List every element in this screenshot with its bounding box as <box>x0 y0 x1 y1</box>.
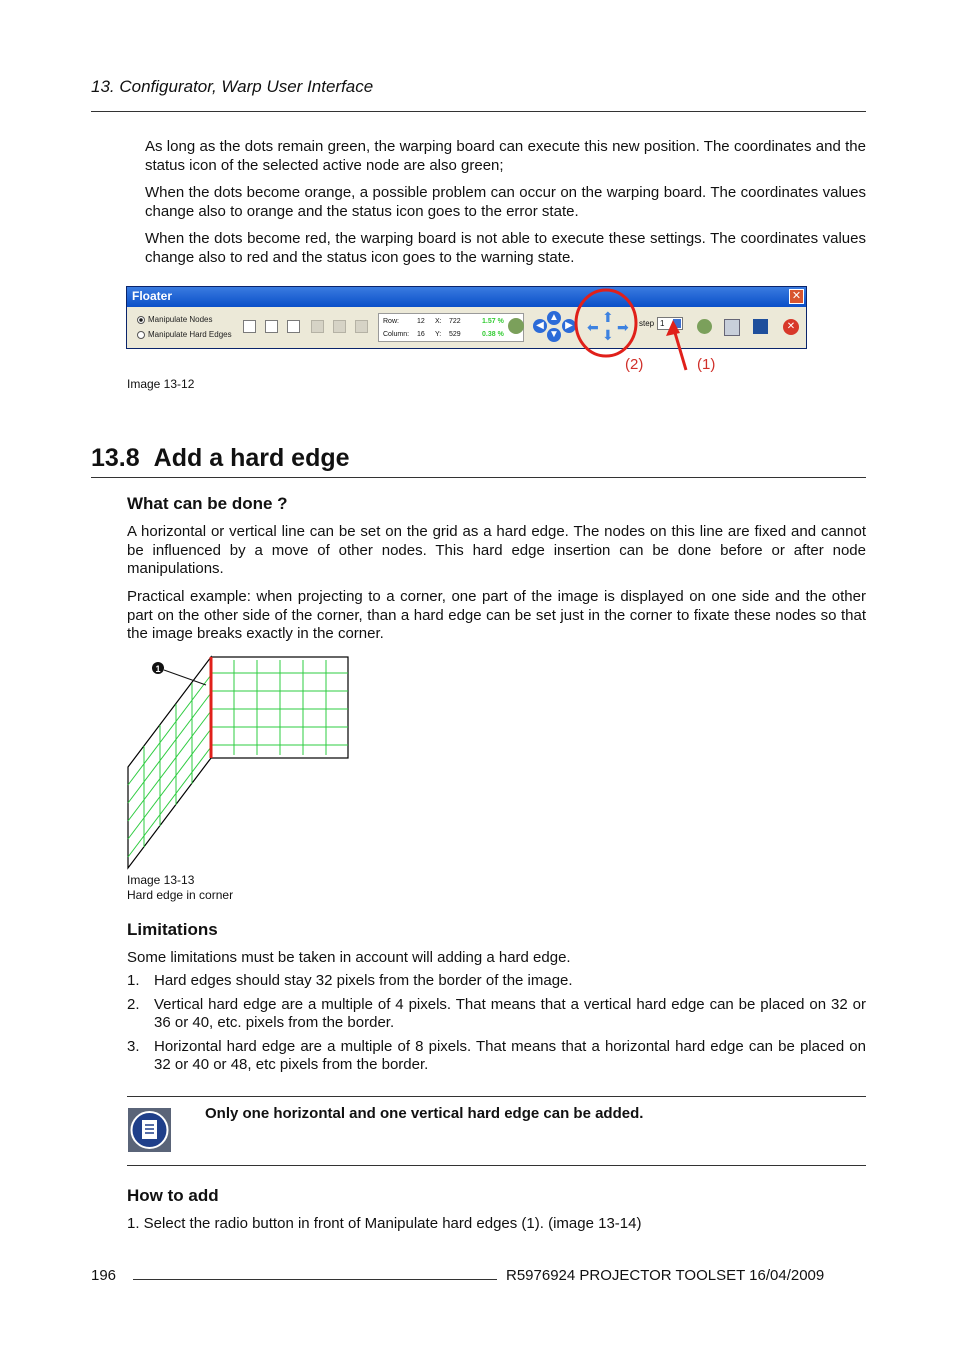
x-label: X: <box>435 318 442 325</box>
intro-paragraph-green: As long as the dots remain green, the warping board can execute this new position. The coordinates and the status icon of the selected active node are also green; <box>145 138 866 174</box>
move-left-icon: ⬅ <box>587 319 599 335</box>
grid-icon <box>265 320 278 333</box>
disabled-tool-icon <box>311 320 324 333</box>
radio-selected-icon <box>137 316 145 324</box>
figure-caption-subtitle: Hard edge in corner <box>127 888 234 902</box>
list-item-text: Vertical hard edge are a multiple of 4 pixels. That means that a vertical hard edge can be placed on 32 or 36 or 40, etc. pixels from the border. <box>154 995 866 1031</box>
list-item <box>127 996 866 1033</box>
step-value: 1 <box>660 319 665 328</box>
pointer-arrow-head <box>666 320 680 336</box>
grid-icon <box>243 320 256 333</box>
list-item-text: Horizontal hard edge are a multiple of 8 pixels. That means that a horizontal hard edge can be placed on 32 or 40 or 48, etc pixels from the border. <box>154 1037 866 1073</box>
column-value: 16 <box>417 331 425 338</box>
list-item <box>127 1038 866 1075</box>
y-percent: 0.38 % <box>482 331 504 338</box>
section-divider <box>91 477 866 478</box>
disabled-tool-icon <box>355 320 368 333</box>
what-paragraph-2: Practical example: when projecting to a corner, one part of the image is displayed on one side and the other part on the other side of the corner, than a hard edge can be set just in the corner to fixate these nodes so that the image breaks exactly in the corner. <box>127 588 866 642</box>
intro-paragraph-orange: When the dots become orange, a possible problem can occur on the warping board. The coordinates values change also to orange and the status icon goes to the error state. <box>145 184 866 220</box>
subheading-what: What can be done ? <box>127 494 288 513</box>
column-label: Column: <box>383 331 410 338</box>
arrow-right-icon: ▶ <box>562 319 576 333</box>
move-up-icon: ⬆ <box>602 309 614 325</box>
header-divider <box>91 111 866 112</box>
status-gear-icon <box>508 318 524 334</box>
highlight-circle <box>576 290 636 356</box>
limitations-list <box>127 972 866 1080</box>
radio-hard-edges-label: Manipulate Hard Edges <box>148 330 232 339</box>
subheading-how-to-add: How to add <box>127 1186 219 1205</box>
row-value: 12 <box>417 318 425 325</box>
section-number: 13.8 <box>91 444 140 472</box>
disabled-tool-icon <box>333 320 346 333</box>
callout-label-2: (2) <box>625 356 644 373</box>
close-icon: ✕ <box>789 289 804 304</box>
arrow-down-icon: ▼ <box>547 328 561 342</box>
move-right-icon: ➡ <box>617 319 629 335</box>
coordinates-box <box>378 313 524 342</box>
arrow-up-icon: ▲ <box>547 311 561 325</box>
what-paragraph-1: A horizontal or vertical line can be set on the grid as a hard edge. The nodes on this line are fixed and cannot be influenced by a move of other nodes. This hard edge insertion can be done before or after node manipulations. <box>127 523 866 577</box>
radio-manipulate-hard-edges <box>137 330 232 339</box>
x-percent: 1.57 % <box>482 318 504 325</box>
footer-rule <box>133 1279 497 1280</box>
grid-icon <box>287 320 300 333</box>
intro-paragraph-red: When the dots become red, the warping board is not able to execute these settings. The coordinates values change also to red and the status icon goes to the warning state. <box>145 230 866 266</box>
radio-unselected-icon <box>137 331 145 339</box>
section-heading <box>91 444 350 473</box>
note-top-rule <box>127 1096 866 1097</box>
step-label: step <box>639 319 655 328</box>
footer-document-info: R5976924 PROJECTOR TOOLSET 16/04/2009 <box>506 1267 825 1284</box>
section-title: Add a hard edge <box>153 444 350 472</box>
move-down-icon: ⬇ <box>602 327 614 343</box>
note-text: Only one horizontal and one vertical hard edge can be added. <box>205 1105 644 1122</box>
hard-edge-corner-figure <box>120 652 360 874</box>
row-label: Row: <box>383 318 399 325</box>
save-icon <box>753 319 768 334</box>
arrow-left-icon: ◀ <box>533 319 547 333</box>
y-label: Y: <box>435 331 442 338</box>
list-item-text: Hard edges should stay 32 pixels from the border of the image. <box>154 972 573 989</box>
page-number: 196 <box>91 1267 117 1284</box>
list-item-number: 2. <box>127 995 140 1013</box>
radio-manipulate-nodes <box>137 315 212 324</box>
y-value: 529 <box>449 331 461 338</box>
radio-nodes-label: Manipulate Nodes <box>148 315 213 324</box>
callout-label-1: (1) <box>697 356 716 373</box>
how-step-1: 1. Select the radio button in front of Manipulate hard edges (1). (image 13-14) <box>127 1215 642 1232</box>
figure-caption-title: Image 13-13 <box>127 873 195 887</box>
x-value: 722 <box>449 318 461 325</box>
left-wall-panel <box>128 657 211 868</box>
list-item <box>127 972 866 991</box>
note-icon <box>128 1108 171 1152</box>
chapter-header: 13. Configurator, Warp User Interface <box>91 77 374 96</box>
note-bottom-rule <box>127 1165 866 1166</box>
cancel-icon: ✕ <box>783 319 799 335</box>
list-item-number: 3. <box>127 1037 140 1055</box>
floater-title: Floater <box>132 289 173 303</box>
callout-number: 1 <box>155 664 161 674</box>
limitations-intro: Some limitations must be taken in account will adding a hard edge. <box>127 949 571 966</box>
list-item-number: 1. <box>127 972 140 989</box>
subheading-limitations: Limitations <box>127 920 218 939</box>
image-caption: Image 13-12 <box>127 377 195 391</box>
